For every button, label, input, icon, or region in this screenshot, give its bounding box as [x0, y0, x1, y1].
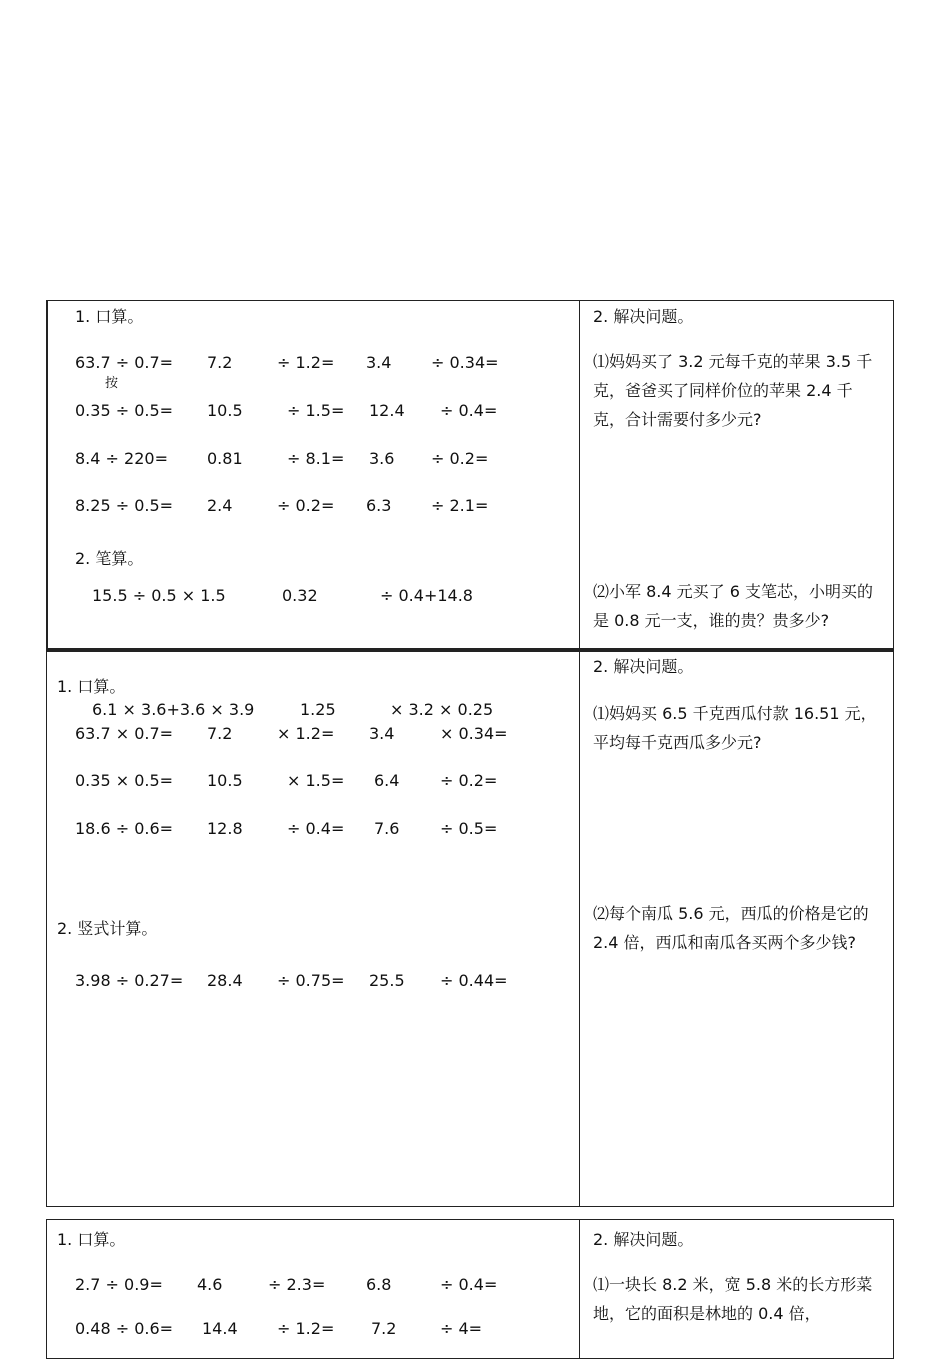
block2-vertical-3: ÷ 0.75=	[277, 971, 345, 990]
block2-r3-c5: ÷ 0.5=	[440, 819, 498, 838]
block1-left-edge-thick	[46, 300, 48, 650]
block2-heading-vertical: 2. 竖式计算。	[57, 919, 158, 938]
block1-problem-2: ⑵小军 8.4 元买了 6 支笔芯，小明买的是 0.8 元一支，谁的贵？贵多少?	[593, 582, 873, 630]
block3-r2-c1: 0.48 ÷ 0.6=	[75, 1319, 174, 1338]
block3-problem-1: ⑴一块长 8.2 米，宽 5.8 米的长方形菜地，它的面积是林地的 0.4 倍，	[593, 1275, 873, 1323]
block1-heading-oral: 1. 口算。	[75, 307, 144, 326]
block2-r2-c1: 0.35 × 0.5=	[75, 771, 174, 790]
block1-r3-c4: 3.6	[369, 449, 395, 468]
block1-r4-c5: ÷ 2.1=	[431, 496, 489, 515]
block3-r2-c5: ÷ 4=	[440, 1319, 483, 1338]
block3-r2-c4: 7.2	[371, 1319, 397, 1338]
block3-heading-oral: 1. 口算。	[57, 1230, 126, 1249]
block3-r1-c2: 4.6	[197, 1275, 223, 1294]
block2-r3-c1: 18.6 ÷ 0.6=	[75, 819, 174, 838]
block1-written-2: 0.32	[282, 586, 318, 605]
block2-r2-c4: 6.4	[374, 771, 400, 790]
block1-r3-c2: 0.81	[207, 449, 243, 468]
block2-r1-c1: 63.7 × 0.7=	[75, 724, 174, 743]
block2-r2-c3: × 1.5=	[287, 771, 345, 790]
block1-r1-c4: 3.4	[366, 353, 392, 372]
block2-overflow-1: 6.1 × 3.6+3.6 × 3.9	[92, 700, 255, 719]
block1-r2-c5: ÷ 0.4=	[440, 401, 498, 420]
block1-heading-problems: 2. 解决问题。	[593, 307, 694, 326]
block3-r1-c5: ÷ 0.4=	[440, 1275, 498, 1294]
block3-r1-c1: 2.7 ÷ 0.9=	[75, 1275, 163, 1294]
block2-r3-c3: ÷ 0.4=	[287, 819, 345, 838]
block2-divider	[579, 650, 580, 1207]
block1-problem-1: ⑴妈妈买了 3.2 元每千克的苹果 3.5 千克，爸爸买了同样价位的苹果 2.4 千克，合计需要付多少元?	[593, 352, 873, 429]
block1-r3-c1: 8.4 ÷ 220=	[75, 449, 168, 468]
block1-heading-written: 2. 笔算。	[75, 549, 144, 568]
block1-r2-c1: 0.35 ÷ 0.5=	[75, 401, 174, 420]
block1-r1-c5: ÷ 0.34=	[431, 353, 499, 372]
block2-r1-c5: × 0.34=	[440, 724, 508, 743]
block1-r2-c2: 10.5	[207, 401, 243, 420]
block2-r1-c2: 7.2	[207, 724, 233, 743]
block1-stray-char: 按	[105, 376, 119, 391]
block1-r4-c2: 2.4	[207, 496, 233, 515]
block1-r2-c3: ÷ 1.5=	[287, 401, 345, 420]
block3-heading-problems: 2. 解决问题。	[593, 1230, 694, 1249]
block2-overflow-2: 1.25	[300, 700, 336, 719]
block2-overflow-3: × 3.2 × 0.25	[390, 700, 494, 719]
block2-r3-c4: 7.6	[374, 819, 400, 838]
block2-heading-oral: 1. 口算。	[57, 677, 126, 696]
block1-r4-c3: ÷ 0.2=	[277, 496, 335, 515]
block2-vertical-1: 3.98 ÷ 0.27=	[75, 971, 184, 990]
block1-r3-c5: ÷ 0.2=	[431, 449, 489, 468]
block1-r3-c3: ÷ 8.1=	[287, 449, 345, 468]
block1-r4-c1: 8.25 ÷ 0.5=	[75, 496, 174, 515]
block1-written-1: 15.5 ÷ 0.5 × 1.5	[92, 586, 226, 605]
block2-r3-c2: 12.8	[207, 819, 243, 838]
block2-problem-2: ⑵每个南瓜 5.6 元，西瓜的价格是它的 2.4 倍，西瓜和南瓜各买两个多少钱?	[593, 904, 869, 952]
block2-problem-1: ⑴妈妈买 6.5 千克西瓜付款 16.51 元，平均每千克西瓜多少元?	[593, 704, 877, 752]
block3-r2-c3: ÷ 1.2=	[277, 1319, 335, 1338]
block2-r1-c3: × 1.2=	[277, 724, 335, 743]
block2-vertical-5: ÷ 0.44=	[440, 971, 508, 990]
block2-r1-c4: 3.4	[369, 724, 395, 743]
block1-r4-c4: 6.3	[366, 496, 392, 515]
block1-written-3: ÷ 0.4+14.8	[380, 586, 473, 605]
block3-r1-c3: ÷ 2.3=	[268, 1275, 326, 1294]
block3-divider	[579, 1219, 580, 1359]
block1-divider	[579, 300, 580, 652]
block3-r2-c2: 14.4	[202, 1319, 238, 1338]
block1-r1-c3: ÷ 1.2=	[277, 353, 335, 372]
block2-r2-c2: 10.5	[207, 771, 243, 790]
block2-heading-problems: 2. 解决问题。	[593, 657, 694, 676]
block1-r1-c1: 63.7 ÷ 0.7=	[75, 353, 174, 372]
block2-r2-c5: ÷ 0.2=	[440, 771, 498, 790]
block2-vertical-2: 28.4	[207, 971, 243, 990]
block2-vertical-4: 25.5	[369, 971, 405, 990]
block1-r1-c2: 7.2	[207, 353, 233, 372]
block1-r2-c4: 12.4	[369, 401, 405, 420]
block3-r1-c4: 6.8	[366, 1275, 392, 1294]
